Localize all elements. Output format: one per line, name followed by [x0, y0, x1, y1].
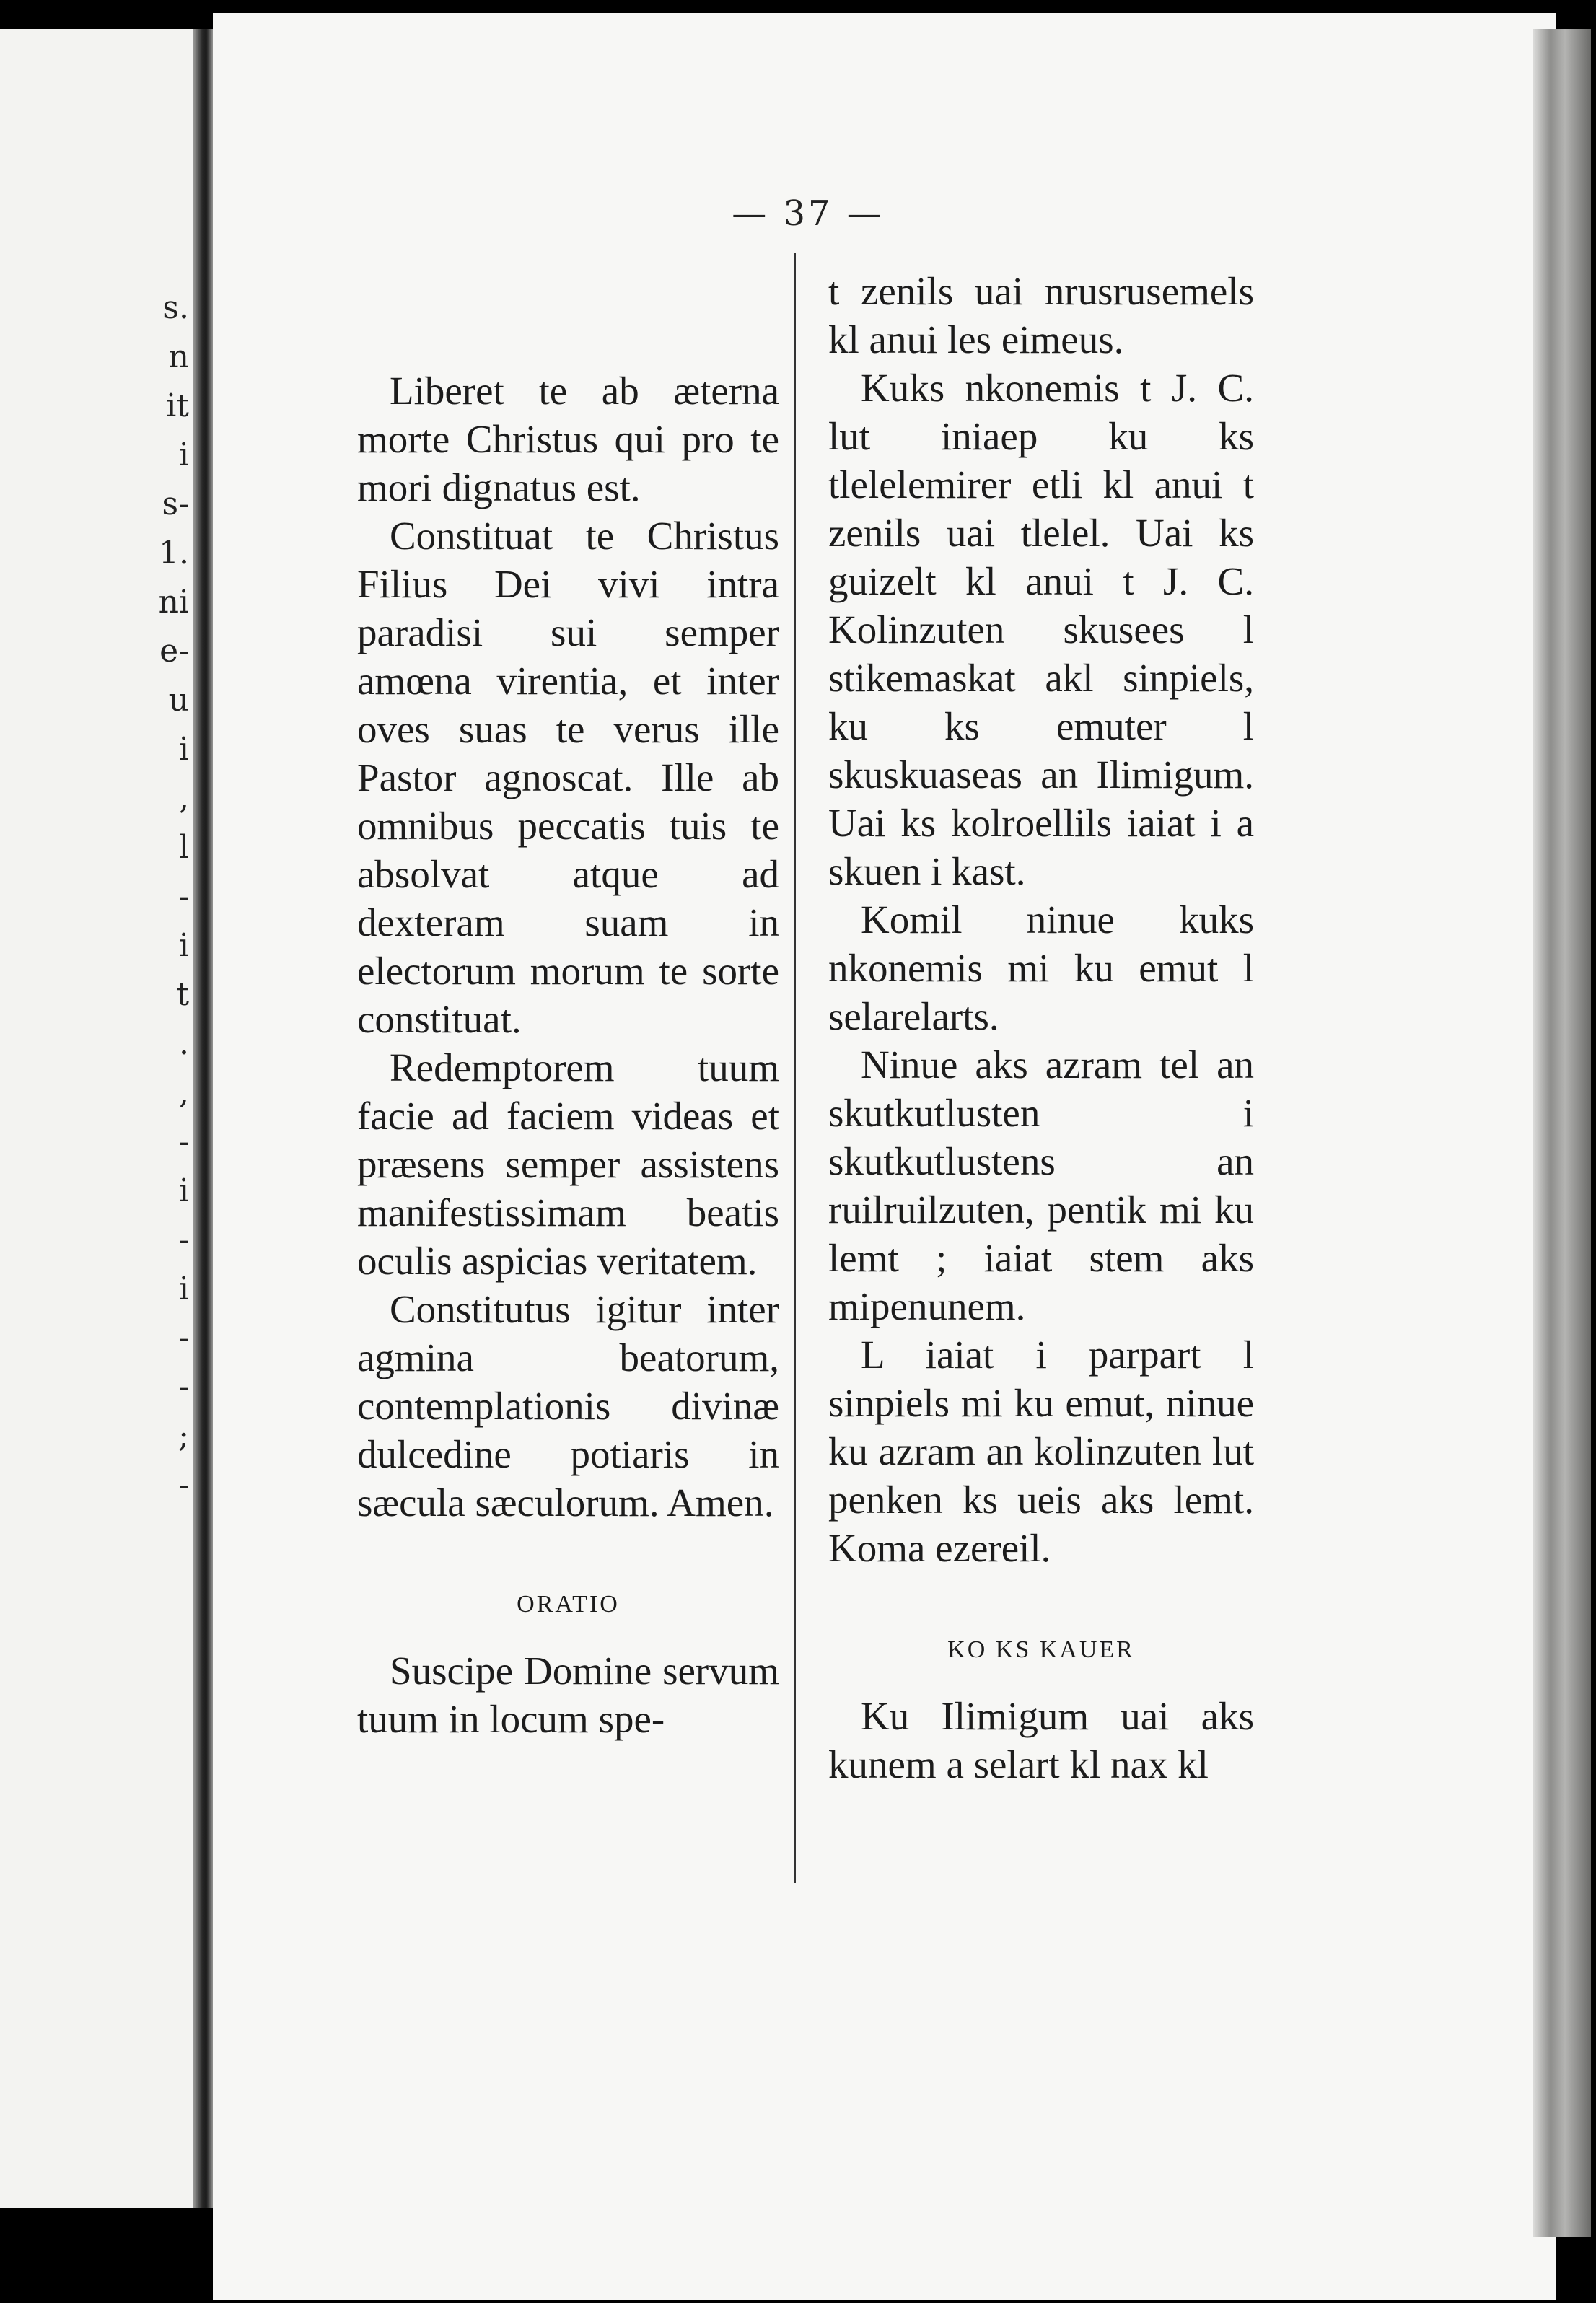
latin-paragraph-2: Constituat te Christus Filius Dei vivi intra paradisi sui semper amœna virentia, et inter oves suas te verus ille Pastor agnoscat. Ille ab omnibus peccatis tuis te absolvat atque ad dexteram suam in electorum morum te sorte constituat.: [357, 514, 779, 1041]
left-page-letter-fragment: t: [176, 976, 189, 1013]
chinook-paragraph-4: Ninue aks azram tel an skutkutlusten i skutkutlustens an ruilruilzuten, pentik mi ku lemt ; iaiat stem aks mipenunem.: [828, 1043, 1254, 1328]
left-page-letter-fragment: s.: [162, 289, 189, 326]
left-page-letter-fragment: -: [178, 1123, 189, 1160]
left-page-letter-fragment: i: [178, 731, 189, 768]
left-page-letter-fragment: e-: [159, 633, 189, 670]
latin-paragraph-5: Suscipe Domine servum tuum in locum spe-: [357, 1649, 779, 1741]
chinook-paragraph-2: Kuks nkonemis t J. C. lut iniaep ku ks tlelelemirer etli kl anui t zenils uai tlelel. Uai ks guizelt kl anui t J. C. Kolinzuten skusees l stikemaskat akl sinpiels, ku ks emuter l skuskuaseas an Ilimigum. Uai ks kolroellils iaiat i a skuen i kast.: [828, 366, 1254, 893]
latin-column: [357, 367, 779, 1743]
book-gutter: [193, 29, 215, 2208]
left-page-letter-fragment: u: [168, 682, 189, 719]
latin-paragraph-4: Constitutus igitur inter agmina beatorum, contemplationis divinæ dulcedine potiaris in sæcula sæculorum. Amen.: [357, 1287, 779, 1525]
left-page-letter-fragment: -: [178, 1369, 189, 1405]
left-page-letter-fragment: s-: [162, 486, 189, 522]
chinook-paragraph-3: Komil ninue kuks nkonemis mi ku emut l selarelarts.: [828, 898, 1254, 1038]
left-page-letter-fragment: i: [178, 1271, 189, 1307]
latin-paragraph-1: Liberet te ab æterna morte Christus qui pro te mori dignatus est.: [357, 369, 779, 509]
left-page-letter-fragment: ni: [158, 584, 189, 620]
left-page-letter-fragment: l: [178, 829, 189, 866]
left-page-letter-fragment: ;: [178, 1418, 189, 1455]
chinook-column: [828, 267, 1254, 1789]
left-page-letter-fragment: ,: [179, 780, 189, 817]
left-page-letter-fragment: -: [178, 1320, 189, 1356]
page-stack-edge: [1533, 29, 1591, 2237]
left-page-letter-fragment: i: [178, 1172, 189, 1209]
latin-paragraph-3: Redemptorem tuum facie ad faciem videas et præsens semper assistens manifestissimam beatis oculis aspicias veritatem.: [357, 1045, 779, 1283]
left-page-letter-fragment: i: [178, 927, 189, 964]
chinook-paragraph-5: L iaiat i parpart l sinpiels mi ku emut, ninue ku azram an kolinzuten lut penken ks ueis aks lemt. Koma ezereil.: [828, 1333, 1254, 1570]
chinook-paragraph-1: t zenils uai nrusrusemels kl anui les eimeus.: [828, 269, 1254, 361]
left-page-letter-fragment: -: [178, 1221, 189, 1258]
left-page-letter-fragment: -: [178, 1467, 189, 1504]
left-page-letter-fragment: ,: [179, 1074, 189, 1111]
left-page-letter-fragment: -: [178, 878, 189, 915]
column-divider: [794, 253, 796, 1883]
left-page-letter-fragment: it: [166, 387, 189, 424]
left-page-letter-fragment: n: [168, 338, 189, 375]
left-page-letter-fragment: i: [178, 437, 189, 473]
left-page-letter-fragment: .: [179, 1025, 189, 1062]
page-number: — 37 —: [732, 193, 885, 234]
chinook-paragraph-6: Ku Ilimigum uai aks kunem a selart kl nax kl: [828, 1694, 1254, 1786]
chinook-section-heading: KO KS KAUER: [947, 1636, 1135, 1663]
left-page-letter-fragment: 1.: [159, 535, 189, 571]
latin-section-heading: ORATIO: [517, 1591, 620, 1618]
